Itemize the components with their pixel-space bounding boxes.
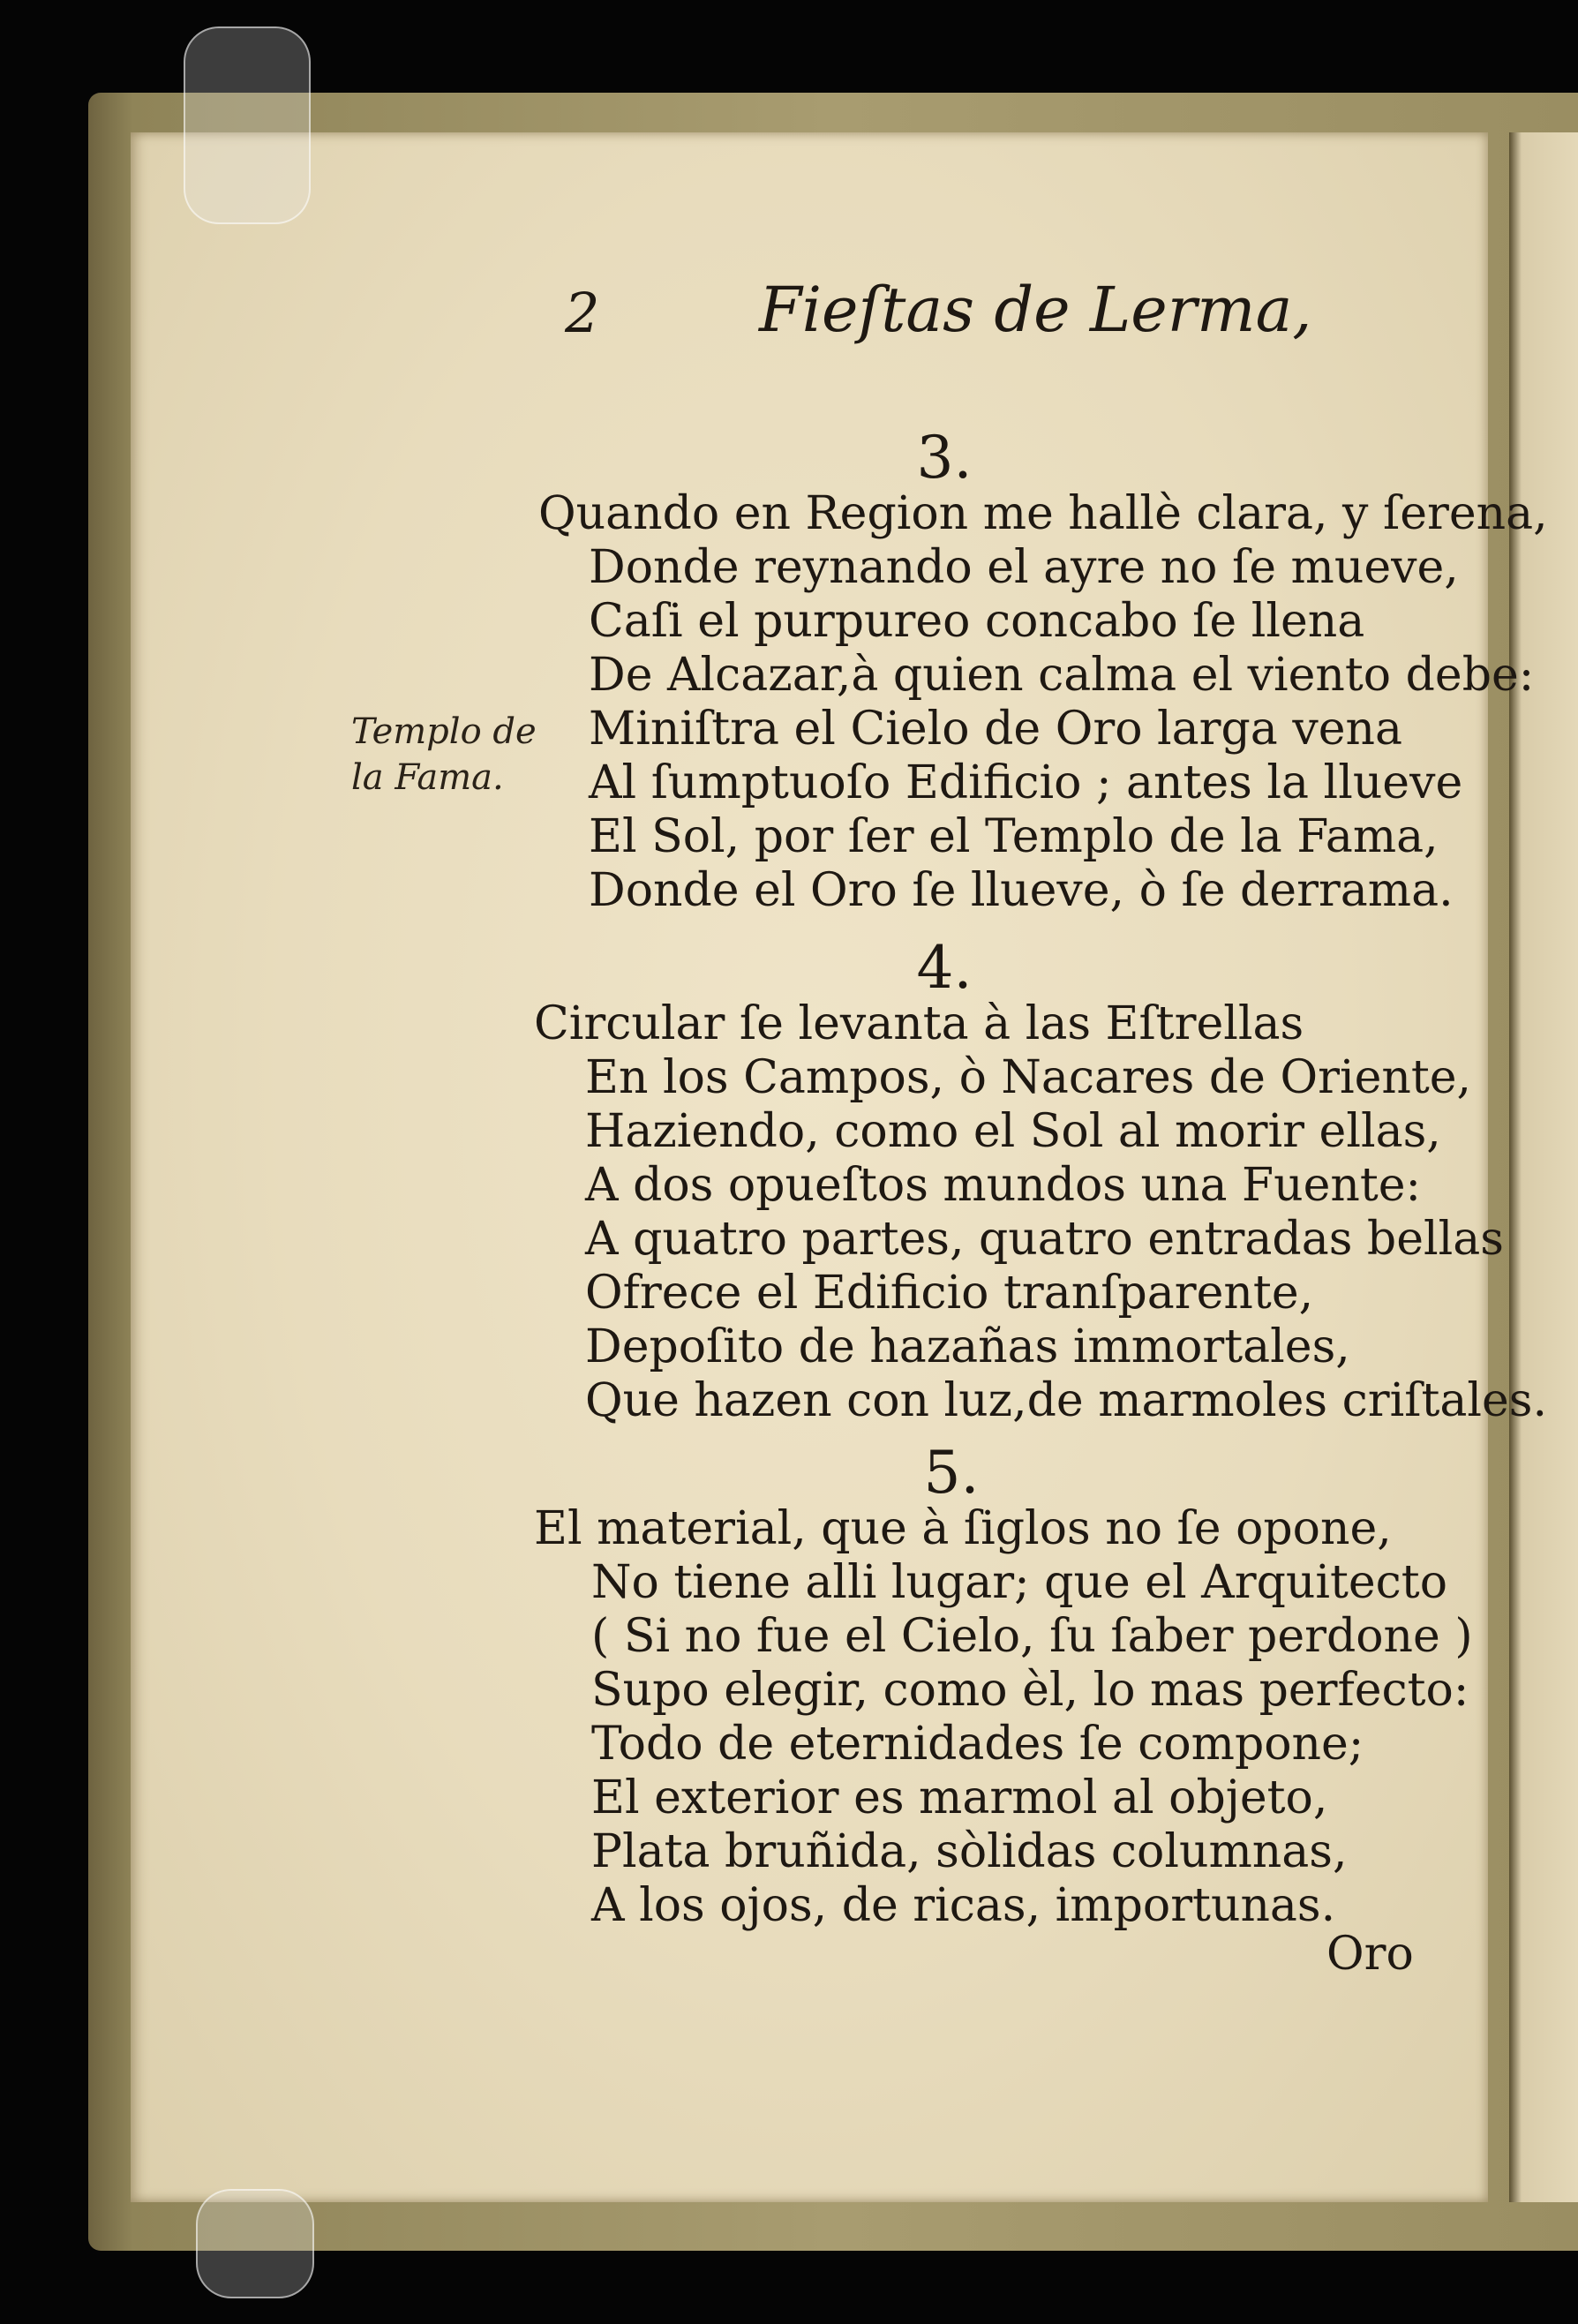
verse-line: Circular ſe levanta à las Eſtrellas bbox=[534, 997, 1304, 1050]
running-title: Fieſtas de Lerma, bbox=[759, 274, 1312, 346]
verse-line: A dos opueſtos mundos una Fuente: bbox=[585, 1159, 1422, 1212]
verse-line: En los Campos, ò Nacares de Oriente, bbox=[585, 1051, 1472, 1104]
stanza-number: 4. bbox=[916, 934, 973, 1002]
facing-page-edge bbox=[1509, 132, 1578, 2202]
verse-line: No tiene alli lugar; que el Arquitecto bbox=[591, 1556, 1447, 1609]
verse-line: Al ſumptuoſo Edificio ; antes la llueve bbox=[589, 756, 1463, 809]
verse-line: Miniſtra el Cielo de Oro larga vena bbox=[589, 703, 1402, 756]
verse-line: El exterior es marmol al objeto, bbox=[591, 1771, 1328, 1824]
verse-line: Plata bruñida, sòlidas columnas, bbox=[591, 1825, 1348, 1878]
page-header bbox=[0, 265, 1578, 353]
verse-line: Todo de eternidades ſe compone; bbox=[591, 1718, 1364, 1771]
stanza-number: 5. bbox=[923, 1439, 980, 1507]
verse-line: Donde reynando el ayre no ſe mueve, bbox=[589, 541, 1459, 594]
verse-line: Haziendo, como el Sol al morir ellas, bbox=[585, 1105, 1441, 1158]
verse-line: A los ojos, de ricas, importunas. bbox=[591, 1879, 1336, 1932]
stanza-number: 3. bbox=[916, 424, 973, 492]
verse-line: El material, que à ſiglos no ſe opone, bbox=[534, 1502, 1392, 1555]
margin-note-line: Templo de bbox=[351, 711, 537, 752]
verse-line: A quatro partes, quatro entradas bellas bbox=[585, 1213, 1504, 1266]
page-clip-bottom bbox=[196, 2189, 314, 2298]
verse-line: Ofrece el Edificio tranſparente, bbox=[585, 1267, 1314, 1320]
verse-line: Supo elegir, como èl, lo mas perfecto: bbox=[591, 1664, 1469, 1717]
margin-note-line: la Fama. bbox=[351, 757, 504, 798]
catchword: Oro bbox=[1326, 1928, 1414, 1981]
verse-line: Caſi el purpureo concabo ſe llena bbox=[589, 595, 1365, 648]
verse-line: El Sol, por ſer el Templo de la Fama, bbox=[589, 810, 1439, 863]
verse-line: ( Si no fue el Cielo, ſu ſaber perdone ) bbox=[591, 1610, 1473, 1663]
page-clip-top bbox=[184, 26, 311, 224]
verse-line: Depoſito de hazañas immortales, bbox=[585, 1320, 1350, 1373]
verse-line: Que hazen con luz,de marmoles criſtales. bbox=[585, 1374, 1547, 1427]
verse-line: Donde el Oro ſe llueve, ò ſe derrama. bbox=[589, 864, 1454, 917]
page-number: 2 bbox=[565, 281, 600, 345]
verse-line: Quando en Region me hallè clara, y ſerena, bbox=[538, 487, 1548, 540]
verse-line: De Alcazar,à quien calma el viento debe: bbox=[589, 649, 1535, 702]
